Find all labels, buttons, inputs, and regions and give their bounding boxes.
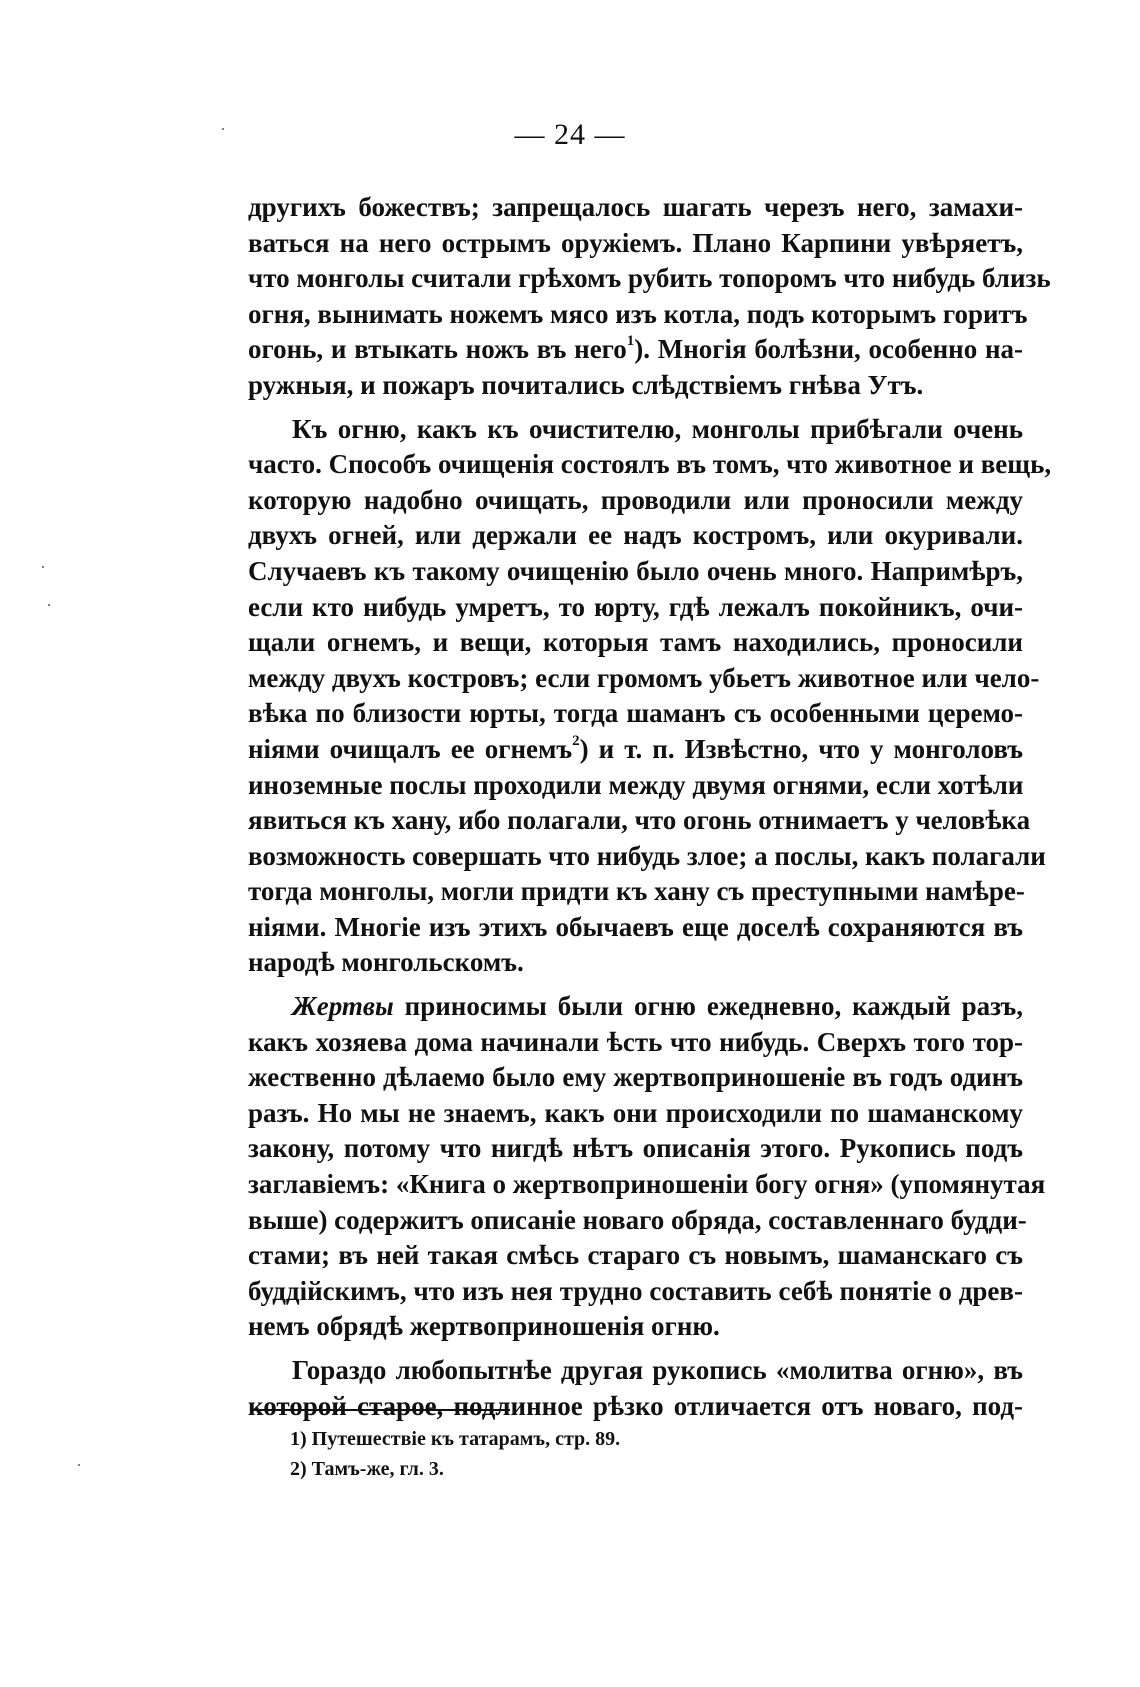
text-line: Къ огню, какъ къ очистителю, монголы прибѣгали очень [292, 413, 1023, 444]
text-line: которую надобно очищать, проводили или проносили между [248, 484, 1023, 515]
text-line: немъ обрядѣ жертвоприношенія огню. [248, 1311, 720, 1342]
text-line: Гораздо любопытнѣе другая рукопись «молитва огню», въ [292, 1355, 1023, 1385]
footnote-ref-1: 1 [626, 333, 635, 350]
footnote-2: 2) Тамъ-же, гл. 3. [290, 1458, 444, 1480]
text-line: выше) содержитъ описаніе новаго обряда, составленнаго будди- [248, 1204, 1027, 1235]
text-line: щали огнемъ, и вещи, которыя тамъ находились, проносили [248, 627, 1023, 658]
scan-speck [42, 566, 44, 568]
text-segment: ніями очищалъ ее огнемъ [248, 733, 573, 764]
emphasized-word: Жертвы [292, 991, 394, 1022]
text-line: стами; въ ней такая смѣсь стараго съ новымъ, шаманскаго съ [248, 1240, 1023, 1271]
text-segment: приносимы были огню ежедневно, каждый разъ, [393, 991, 1023, 1022]
text-segment: ) и т. п. Извѣстно, что у монголовъ [579, 733, 1024, 764]
page-number: — 24 — [514, 118, 626, 151]
scan-speck [222, 128, 224, 130]
text-line: закону, потому что нигдѣ нѣтъ описанія этого. Рукопись подъ [248, 1133, 1023, 1164]
text-line: жественно дѣлаемо было ему жертвоприношеніе въ годъ одинъ [248, 1062, 1023, 1093]
scan-speck [78, 1464, 80, 1466]
text-line: разъ. Но мы не знаемъ, какъ они происходили по шаманскому [248, 1097, 1023, 1128]
text-segment: огонь, и втыкать ножъ въ него [248, 334, 627, 365]
text-line: двухъ огней, или держали ее надъ костромъ, или окуривали. [248, 520, 1023, 551]
text-line [248, 732, 1023, 768]
text-line [248, 332, 1023, 368]
text-line: Случаевъ къ такому очищенію было очень много. Напримѣръ, [248, 555, 1023, 586]
text-line: возможность совершать что нибудь злое; а послы, какъ полагали [248, 840, 1046, 871]
text-line: другихъ божествъ; запрещалось шагать черезъ него, замахи- [248, 192, 1023, 222]
text-line: заглавіемъ: «Книга о жертвоприношеніи богу огня» (упомянутая [248, 1169, 1046, 1200]
text-line: ніями. Многіе изъ этихъ обычаевъ еще доселѣ сохраняются въ [248, 911, 1023, 942]
text-line: народѣ монгольскомъ. [248, 947, 524, 978]
text-line: если кто нибудь умретъ, то юрту, гдѣ лежалъ покойникъ, очи- [248, 591, 1023, 622]
text-line: тогда монголы, могли придти къ хану съ преступными намѣре- [248, 876, 1025, 907]
footnote-divider [252, 1409, 510, 1411]
text-line: вѣка по близости юрты, тогда шаманъ съ особенными церемо- [248, 698, 1023, 729]
text-line: огня, вынимать ножемъ мясо изъ котла, подъ которымъ горитъ [248, 298, 1028, 329]
text-line [248, 989, 1023, 1025]
text-line: ваться на него острымъ оружіемъ. Плано Карпини увѣряетъ, [248, 227, 1023, 258]
text-line: явиться къ хану, ибо полагали, что огонь отнимаетъ у человѣка [248, 805, 1031, 836]
text-line: между двухъ костровъ; если громомъ убьетъ животное или чело- [248, 662, 1040, 693]
text-line: какъ хозяева дома начинали ѣсть что нибудь. Сверхъ того тор- [248, 1026, 1023, 1057]
scan-speck [48, 604, 50, 606]
footnote-1: 1) Путешествіе къ татарамъ, стр. 89. [290, 1428, 621, 1450]
text-segment: ). Многія болѣзни, особенно на- [634, 334, 1023, 365]
text-line: буддійскимъ, что изъ нея трудно составить себѣ понятіе о древ- [248, 1275, 1023, 1306]
text-line: которой старое, подлинное рѣзко отличается отъ новаго, под- [248, 1390, 1023, 1421]
footnote-ref-2: 2 [572, 732, 580, 749]
text-line: ружныя, и пожаръ почитались слѣдствіемъ гнѣва Утъ. [248, 369, 924, 400]
text-line: часто. Способъ очищенія состоялъ въ томъ, что животное и вещь, [248, 449, 1052, 480]
text-line: что монголы считали грѣхомъ рубить топоромъ что нибудь близь [248, 263, 1051, 294]
footnotes [290, 1424, 620, 1484]
main-text [248, 190, 1052, 1424]
text-line: иноземные послы проходили между двумя огнями, если хотѣли [248, 769, 1024, 800]
